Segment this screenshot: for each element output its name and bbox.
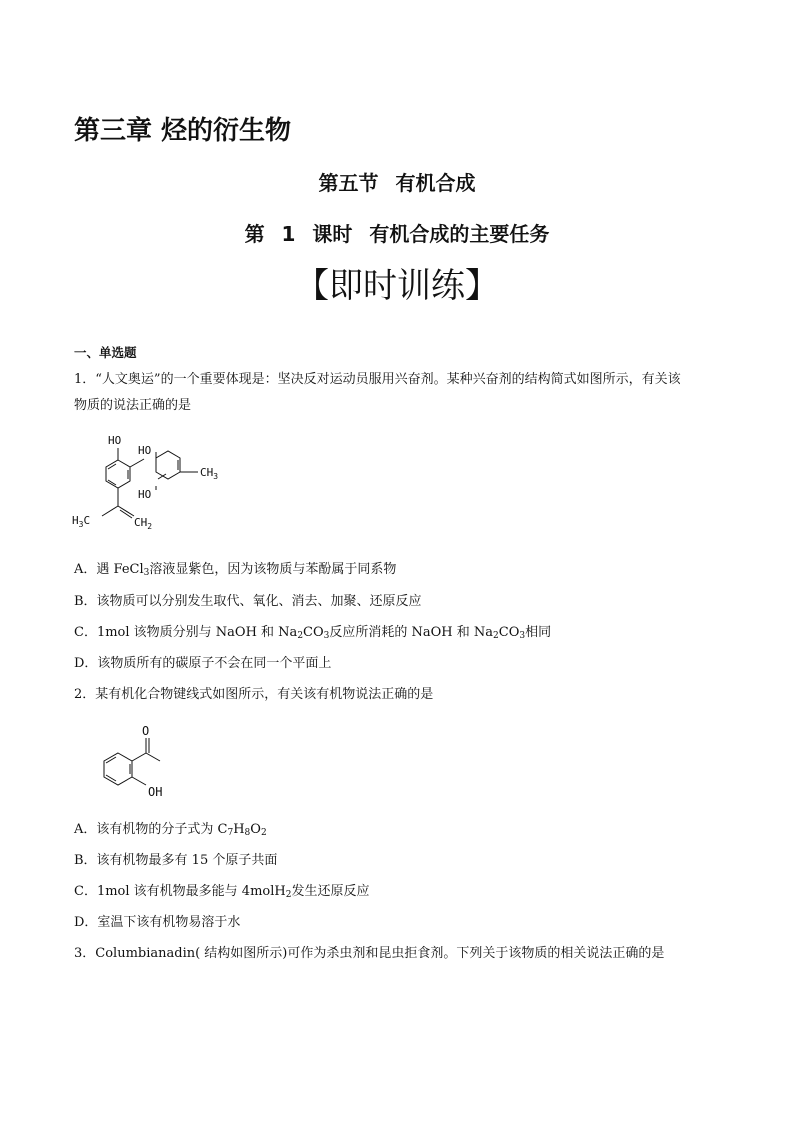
q1-structure-diagram: [68, 430, 268, 550]
practice-banner: 【即时训练】: [295, 266, 499, 306]
q2-label-o: O: [142, 724, 150, 738]
q1-stem-line2: 物质的说法正确的是: [74, 398, 192, 413]
q1-option-c: C．1mol 该物质分别与 NaOH 和 $Na_2CO_3$反应所消耗的 NaOH 和 $Na_2CO_3$相同: [74, 625, 552, 641]
q1-label-ch2: $CH_2$: [134, 516, 153, 531]
q2-option-d: D．室温下该有机物易溶于水: [74, 915, 241, 930]
q1-right-ring: [156, 451, 180, 479]
q1-label-h3c: $H_3C$: [72, 514, 91, 529]
q1-label-ch3: $CH_3$: [200, 466, 219, 481]
q2-option-a: A．该有机物的分子式为 $C_7H_8O_2$: [74, 822, 267, 838]
q2-option-c: C．1mol 该有机物最多能与 4molH$_2$发生还原反应: [74, 884, 370, 900]
q1-option-b: B．该物质可以分别发生取代、氧化、消去、加聚、还原反应: [74, 594, 422, 609]
q1-stem-line1: 1．“人文奥运”的一个重要体现是：坚决反对运动员服用兴奋剂。某种兴奋剂的结构简式如图所示，有关该: [74, 372, 681, 387]
chapter-title: 第三章 烃的衍生物: [74, 116, 292, 146]
q1-label-ho3: HO: [138, 488, 152, 501]
question-type-heading: 一、单选题: [74, 345, 137, 360]
q2-label-oh: OH: [148, 785, 163, 799]
q2-structure-diagram: [88, 718, 198, 806]
section-title: 第五节 有机合成: [318, 171, 476, 195]
q1-left-ring: [106, 460, 130, 488]
q1-option-d: D．该物质所有的碳原子不会在同一个平面上: [74, 656, 332, 671]
q2-option-b: B．该有机物最多有 15 个原子共面: [74, 853, 278, 868]
q1-label-ho2: HO: [138, 444, 152, 457]
q1-option-a: A．遇 FeCl$_3$溶液显紫色，因为该物质与苯酚属于同系物: [74, 562, 397, 578]
q2-benzene-ring: [104, 753, 132, 785]
q3-stem: 3．Columbianadin( 结构如图所示)可作为杀虫剂和昆虫拒食剂。下列关于该物质的相关说法正确的是: [74, 946, 665, 961]
q2-stem: 2．某有机化合物键线式如图所示，有关该有机物说法正确的是: [74, 687, 434, 702]
lesson-title: 第 1 课时 有机合成的主要任务: [244, 222, 550, 246]
q1-label-ho1: HO: [108, 434, 122, 447]
